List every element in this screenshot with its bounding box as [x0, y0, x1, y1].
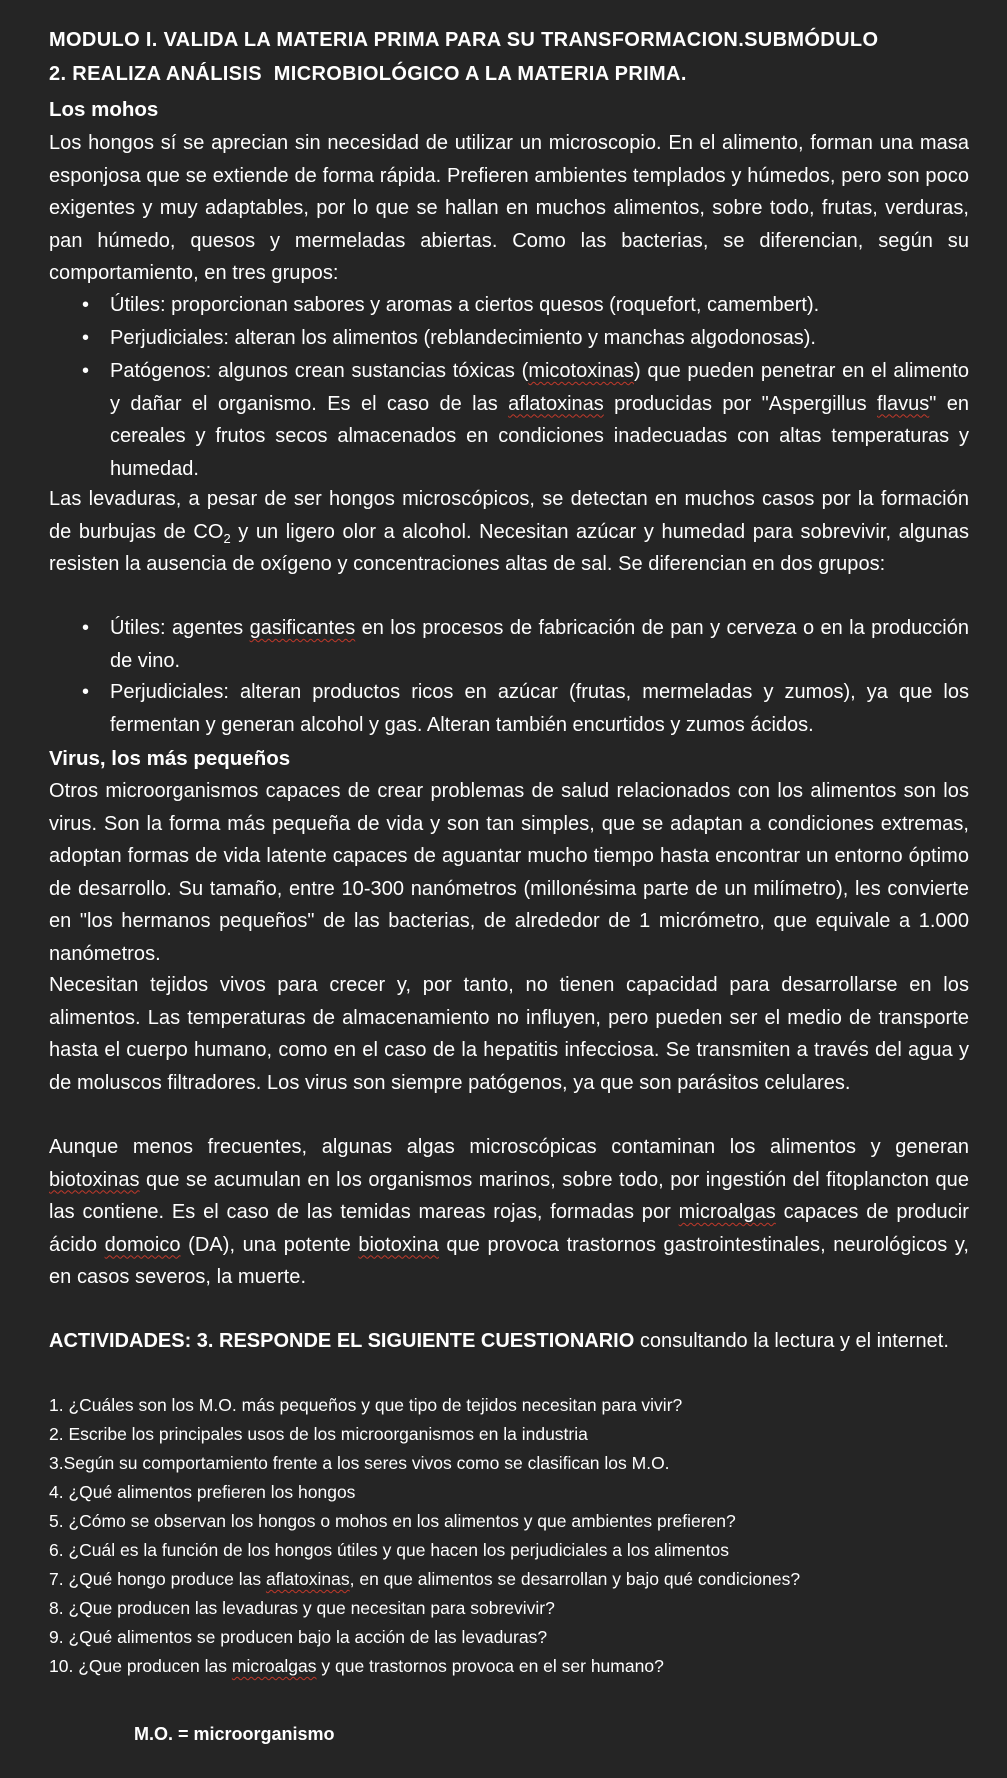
paragraph-mohos-intro: Los hongos sí se aprecian sin necesidad de utilizar un microscopio. En el alimento, forman una masa esponjosa que se extiende de forma rápida. Prefieren ambientes templados y húmedos, pero son poco exigentes y muy adaptables, por lo que se hallan en muchos alimentos, sobre todo, frutas, verduras, pan húmedo, quesos y mermeladas abiertas. Como las bacterias, se diferencian, según su comportamiento, en tres grupos:: [49, 132, 969, 284]
text-run: que provoca trastornos gastrointestinales, neurológicos y, en casos severos, la muerte.: [49, 1233, 970, 1288]
spellcheck-word[interactable]: aflatoxinas: [508, 392, 604, 415]
question-7: [49, 1565, 969, 1594]
question-8: 8. ¿Que producen las levaduras y que necesitan para sobrevivir?: [49, 1598, 555, 1618]
text-run: Aunque menos frecuentes, algunas algas microscópicas contaminan los alimentos y generan: [49, 1136, 969, 1158]
question-3: 3.Según su comportamiento frente a los seres vivos como se clasifican los M.O.: [49, 1453, 670, 1473]
text-run: y un ligero olor a alcohol. Necesitan azúcar y humedad para sobrevivir, algunas resisten la ausencia de oxígeno y concentraciones altas de sal. Se diferencian en dos grupos:: [49, 520, 970, 575]
bullet-icon: •: [82, 294, 90, 316]
bullet-mohos-patogenos: [82, 355, 969, 485]
spellcheck-word[interactable]: biotoxina: [358, 1233, 439, 1256]
question-6: 6. ¿Cuál es la función de los hongos útiles y que hacen los perjudiciales a los alimentos: [49, 1540, 729, 1560]
text-run: que se acumulan en los organismos marinos, sobre todo, por ingestión del fitoplancton que las contiene. Es el caso de las temidas mareas rojas, formadas por: [49, 1168, 969, 1223]
activities-instructions-text: consultando la lectura y el internet.: [634, 1330, 949, 1352]
spellcheck-word[interactable]: microalgas: [231, 1656, 317, 1676]
paragraph-levaduras: [49, 483, 969, 581]
bullet-mohos-perjudiciales: [82, 322, 969, 355]
spellcheck-word[interactable]: biotoxinas: [49, 1168, 140, 1191]
module-title-line1: MODULO I. VALIDA LA MATERIA PRIMA PARA SU TRANSFORMACION.SUBMÓDULO: [49, 29, 879, 51]
text-run: ) que pueden penetrar en el alimento y dañar el organismo. Es el caso de las: [110, 360, 969, 415]
bullet-levaduras-perjudiciales: [82, 676, 969, 741]
text-run: en los procesos de fabricación de pan y cerveza o en la producción de vino.: [110, 617, 969, 672]
paragraph-virus-2: Necesitan tejidos vivos para crecer y, por tanto, no tienen capacidad para desarrollarse en los alimentos. Las temperaturas de almacenamiento no influyen, pero pueden ser el medio de transporte hasta el cuerpo humano, como en el caso de la hepatitis infecciosa. Se transmiten a través del agua y de moluscos filtradores. Los virus son siempre patógenos, ya que son parásitos celulares.: [49, 974, 969, 1094]
text-run: 7. ¿Qué hongo produce las: [49, 1569, 266, 1589]
text-run: Patógenos: algunos crean sustancias tóxicas (: [110, 360, 529, 382]
question-1: 1. ¿Cuáles son los M.O. más pequeños y que tipo de tejidos necesitan para vivir?: [49, 1395, 683, 1415]
paragraph-algas: [49, 1131, 969, 1294]
text-run: capaces de producir ácido: [49, 1201, 969, 1256]
spellcheck-word[interactable]: domoico: [104, 1233, 181, 1256]
module-title: [49, 23, 969, 91]
text-run: Útiles: agentes: [110, 617, 250, 639]
bullet-text: Perjudiciales: alteran los alimentos (reblandecimiento y manchas algodonosas).: [110, 327, 816, 349]
text-run: , en que alimentos se desarrollan y bajo qué condiciones?: [349, 1569, 801, 1589]
question-9: 9. ¿Qué alimentos se producen bajo la acción de las levaduras?: [49, 1627, 548, 1647]
spellcheck-word[interactable]: flavus: [877, 392, 930, 415]
spellcheck-word[interactable]: micotoxinas: [528, 360, 634, 382]
text-run: y que trastornos provoca en el ser humano?: [316, 1656, 664, 1676]
text-run: producidas por "Aspergillus: [603, 392, 877, 415]
paragraph-virus-1: Otros microorganismos capaces de crear problemas de salud relacionados con los alimentos son los virus. Son la forma más pequeña de vida y son tan simples, que se adaptan a condiciones extremas, adoptan formas de vida latente capaces de aguantar mucho tiempo hasta encontrar un entorno óptimo de desarrollo. Su tamaño, entre 10-300 nanómetros (millonésima parte de un milímetro), les convierte en "los hermanos pequeños" de las bacterias, de alrededor de 1 micrómetro, que equivale a 1.000 nanómetros.: [49, 780, 969, 965]
bullet-icon: •: [82, 681, 90, 703]
bullet-icon: •: [82, 617, 90, 639]
question-2: 2. Escribe los principales usos de los microorganismos en la industria: [49, 1424, 588, 1444]
bullet-icon: •: [82, 360, 90, 382]
section-heading-mohos: Los mohos: [49, 98, 159, 121]
text-run: " en cereales y frutos secos almacenados en condiciones inadecuadas con altas temperaturas y humedad.: [110, 392, 969, 480]
text-run: 10. ¿Que producen las: [49, 1656, 232, 1676]
bullet-icon: •: [82, 327, 90, 349]
activities-title: ACTIVIDADES: 3. RESPONDE EL SIGUIENTE CUESTIONARIO: [49, 1330, 635, 1352]
bullet-text: Útiles: proporcionan sabores y aromas a ciertos quesos (roquefort, camembert).: [110, 294, 820, 316]
bullet-mohos-utiles: [82, 289, 969, 322]
bullet-levaduras-utiles: [82, 612, 969, 677]
text-run: Las levaduras, a pesar de ser hongos microscópicos, se detectan en muchos casos por la formación de burbujas de CO: [49, 488, 969, 543]
question-5: 5. ¿Cómo se observan los hongos o mohos en los alimentos y que ambientes prefieren?: [49, 1511, 736, 1531]
bullet-text: Perjudiciales: alteran productos ricos en azúcar (frutas, mermeladas y zumos), ya que los fermentan y generan alcohol y gas. Alteran también encurtidos y zumos ácidos.: [110, 681, 969, 736]
question-10: [49, 1652, 969, 1681]
text-run: (DA), una potente: [180, 1233, 359, 1256]
spellcheck-word[interactable]: aflatoxinas: [265, 1569, 350, 1589]
activities-instructions: [49, 1325, 969, 1357]
spellcheck-word[interactable]: gasificantes: [249, 617, 356, 639]
subscript: 2: [223, 530, 231, 546]
footnote-abbreviation: M.O. = microorganismo: [134, 1724, 335, 1744]
module-title-line2: 2. REALIZA ANÁLISIS MICROBIOLÓGICO A LA MATERIA PRIMA.: [49, 63, 687, 85]
spellcheck-word[interactable]: microalgas: [678, 1201, 776, 1223]
question-4: 4. ¿Qué alimentos prefieren los hongos: [49, 1482, 356, 1502]
section-heading-virus: Virus, los más pequeños: [49, 747, 291, 770]
